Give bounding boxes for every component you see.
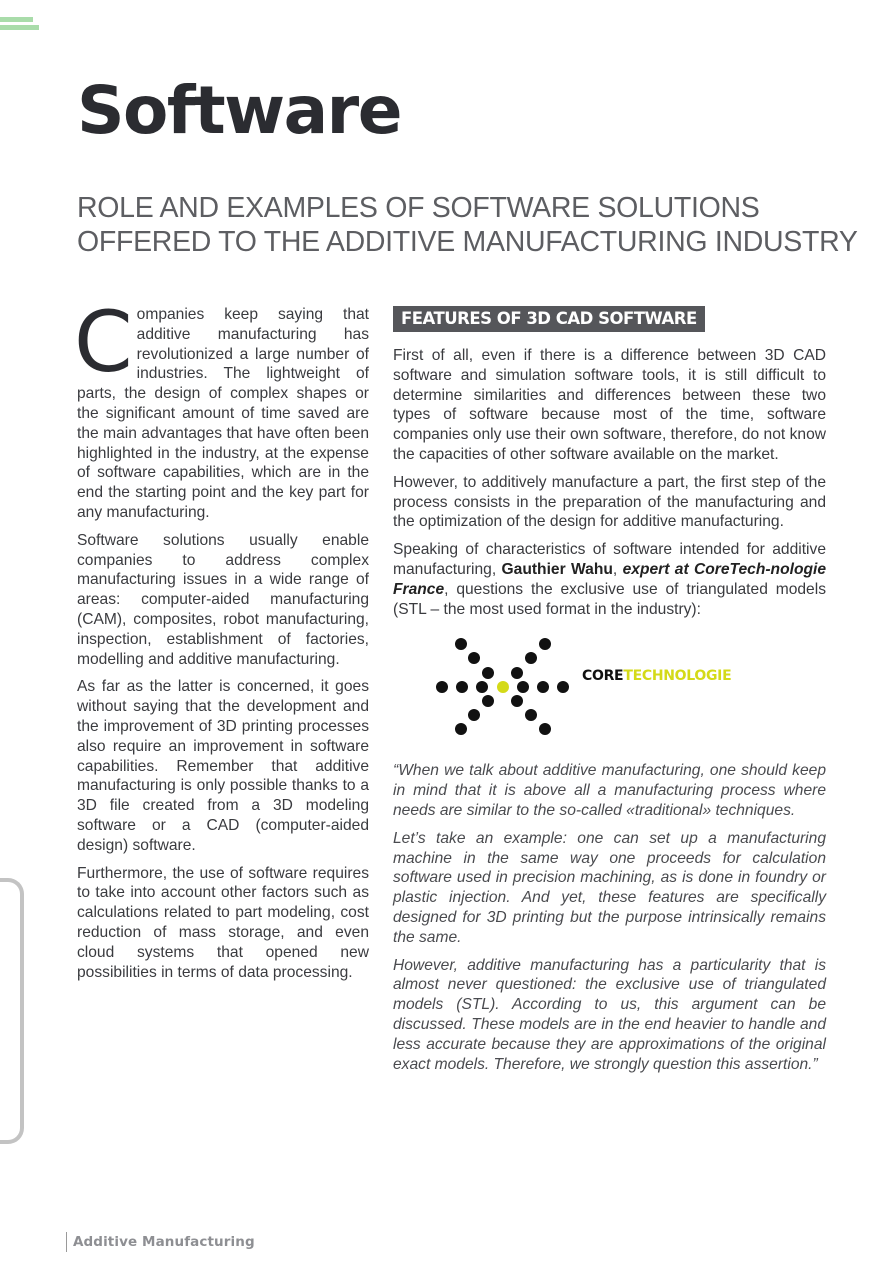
subtitle-line-1: ROLE AND EXAMPLES OF SOFTWARE SOLUTIONS	[77, 192, 760, 224]
logo-dot	[557, 681, 569, 693]
right-column	[393, 306, 826, 1082]
paragraph-expert-intro	[393, 540, 826, 619]
logo-dot	[539, 723, 551, 735]
section-heading: FEATURES OF 3D CAD SOFTWARE	[393, 306, 705, 332]
logo-dot	[537, 681, 549, 693]
paragraph-preparation: However, to additively manufacture a part, the first step of the process consists in the preparation of the manufacturing and the optimization of the design for additive manufacturing.	[393, 473, 826, 531]
logo-dot	[525, 709, 537, 721]
coretechnologie-logo	[393, 633, 826, 751]
logo-dot	[511, 695, 523, 707]
paragraph-3d-printing-development: As far as the latter is concerned, it goes without saying that the development and the improvement of 3D printing processes also require an improvement in software capabilities. Remember that additive manufacturing is only possible thanks to a 3D file created from a 3D modeling software or a CAD (computer-aided design) software.	[77, 678, 369, 854]
expert-name: Gauthier Wahu	[501, 560, 613, 578]
decorative-bar-bottom	[0, 25, 39, 30]
logo-dot	[468, 709, 480, 721]
page-title: Software	[77, 72, 401, 149]
logo-dot	[455, 723, 467, 735]
logo-dot	[517, 681, 529, 693]
footer-publication-name: Additive Manufacturing	[73, 1234, 255, 1250]
logo-wordmark	[582, 667, 731, 687]
logo-dot	[455, 638, 467, 650]
footer	[66, 1232, 255, 1252]
intro-paragraph	[74, 293, 369, 523]
logo-dot	[511, 667, 523, 679]
intro-text-before: Speaking of characteristics of software intended for additive manufacturing,	[393, 541, 826, 578]
logo-dot	[525, 652, 537, 664]
logo-text-core: CORE	[582, 668, 624, 685]
logo-text-technologie: TECHNOLOGIE	[623, 668, 732, 685]
subtitle-line-2: OFFERED TO THE ADDITIVE MANUFACTURING INDUSTRY	[77, 226, 858, 258]
logo-dot	[476, 681, 488, 693]
left-column	[74, 293, 369, 990]
quote-paragraph: However, additive manufacturing has a particularity that is almost never questioned: the exclusive use of triangulated models (STL). According to us, this argument can be discussed. These models are in the end heavier to handle and less accurate because they are approximations of the original exact models. Therefore, we strongly question this assertion.”	[393, 956, 826, 1073]
logo-dot	[539, 638, 551, 650]
paragraph-software-solutions: Software solutions usually enable companies to address complex manufacturing issues in a wide range of areas: computer-aided manufacturing (CAM), composites, robot manufacturing, inspection, establishment of factories, modelling and additive manufacturing.	[77, 531, 369, 668]
logo-dots-icon	[393, 633, 583, 751]
logo-dot	[468, 652, 480, 664]
expert-quote	[393, 761, 826, 1074]
paragraph-cad-vs-simulation: First of all, even if there is a difference between 3D CAD software and simulation software tools, it is still difficult to determine similarities and differences between these two types of software because most of the time, software companies only use their own software, therefore, do not know the capacities of other software available on the market.	[393, 347, 826, 463]
logo-dot	[482, 695, 494, 707]
intro-text-after: , questions the exclusive use of triangulated models (STL – the most used format in the industry):	[393, 580, 826, 618]
quote-paragraph: Let’s take an example: one can set up a manufacturing machine in the same way one proceeds for calculation software used in precision machining, as is done in foundry or plastic injection. And yet, these features are specifically designed for 3D printing but the purpose intrinsically remains the same.	[393, 829, 826, 946]
drop-cap: C	[74, 293, 133, 391]
logo-dot	[436, 681, 448, 693]
page-subtitle	[77, 191, 867, 259]
paragraph-other-factors: Furthermore, the use of software requires to take into account other factors such as calculations related to part modeling, cost reduction of mass storage, and even cloud systems that opened new possibilities in terms of data processing.	[77, 864, 369, 981]
logo-dot	[456, 681, 468, 693]
decorative-bracket	[0, 878, 24, 1144]
intro-paragraph-text: ompanies keep saying that additive manufacturing has revolutionized a large number of industries. The lightweight of parts, the design of complex shapes or the significant amount of time saved are the main advantages that have often been highlighted in the industry, at the expense of software capabilities, which are in the end the starting point and the key part for any manufacturing.	[77, 306, 369, 521]
quote-paragraph: “When we talk about additive manufacturing, one should keep in mind that it is above all a manufacturing process where needs are similar to the so-called «traditional» techniques.	[393, 762, 826, 819]
decorative-bar-top	[0, 17, 33, 22]
intro-comma: ,	[612, 560, 623, 578]
logo-dot	[482, 667, 494, 679]
logo-center-dot	[497, 681, 509, 693]
expert-role: expert at CoreTech-nologie France	[393, 560, 827, 598]
